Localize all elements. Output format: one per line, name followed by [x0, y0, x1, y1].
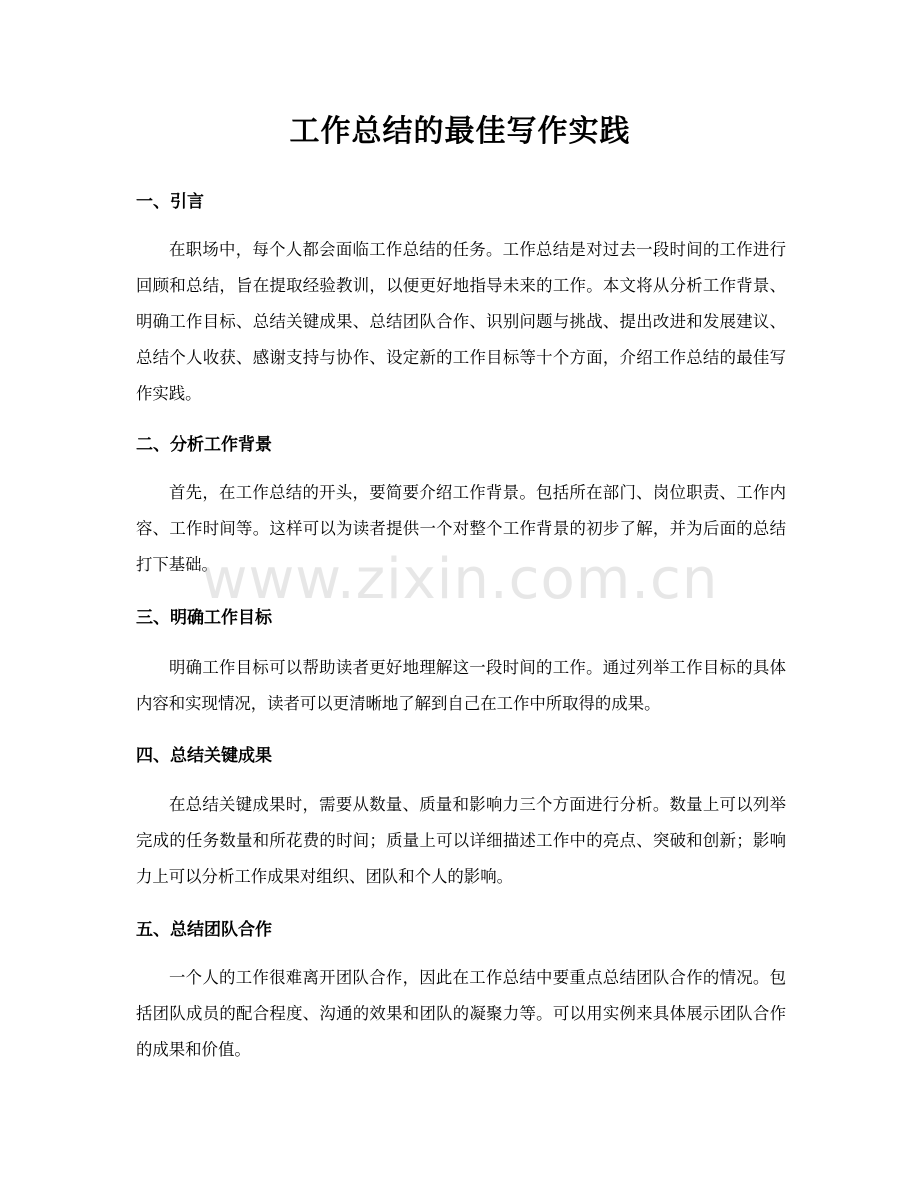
section-heading-results: 四、总结关键成果	[136, 746, 272, 766]
watermark-text: www.zixin.com.cn	[201, 547, 719, 612]
section-heading-goals: 三、明确工作目标	[136, 608, 272, 628]
section-heading-intro: 一、引言	[136, 192, 204, 212]
section-heading-background: 二、分析工作背景	[136, 435, 272, 455]
section-body-intro: 在职场中，每个人都会面临工作总结的任务。工作总结是对过去一段时间的工作进行回顾和总结，旨在提取经验教训，以便更好地指导未来的工作。本文将从分析工作背景、明确工作目标、总结关键成果、总结团队合作、识别问题与挑战、提出改进和发展建议、总结个人收获、感谢支持与协作、设定新的工作目标等十个方面，介绍工作总结的最佳写作实践。	[136, 240, 786, 403]
section-body-results: 在总结关键成果时，需要从数量、质量和影响力三个方面进行分析。数量上可以列举完成的任务数量和所花费的时间；质量上可以详细描述工作中的亮点、突破和创新；影响力上可以分析工作成果对组织、团队和个人的影响。	[136, 795, 786, 886]
section-body-teamwork: 一个人的工作很难离开团队合作，因此在工作总结中要重点总结团队合作的情况。包括团队成员的配合程度、沟通的效果和团队的凝聚力等。可以用实例来具体展示团队合作的成果和价值。	[136, 968, 786, 1059]
section-body-goals: 明确工作目标可以帮助读者更好地理解这一段时间的工作。通过列举工作目标的具体内容和实现情况，读者可以更清晰地了解到自己在工作中所取得的成果。	[136, 658, 786, 713]
document-title: 工作总结的最佳写作实践	[289, 114, 631, 149]
section-heading-teamwork: 五、总结团队合作	[136, 920, 272, 940]
section-body-background: 首先，在工作总结的开头，要简要介绍工作背景。包括所在部门、岗位职责、工作内容、工作时间等。这样可以为读者提供一个对整个工作背景的初步了解，并为后面的总结打下基础。	[136, 483, 786, 574]
